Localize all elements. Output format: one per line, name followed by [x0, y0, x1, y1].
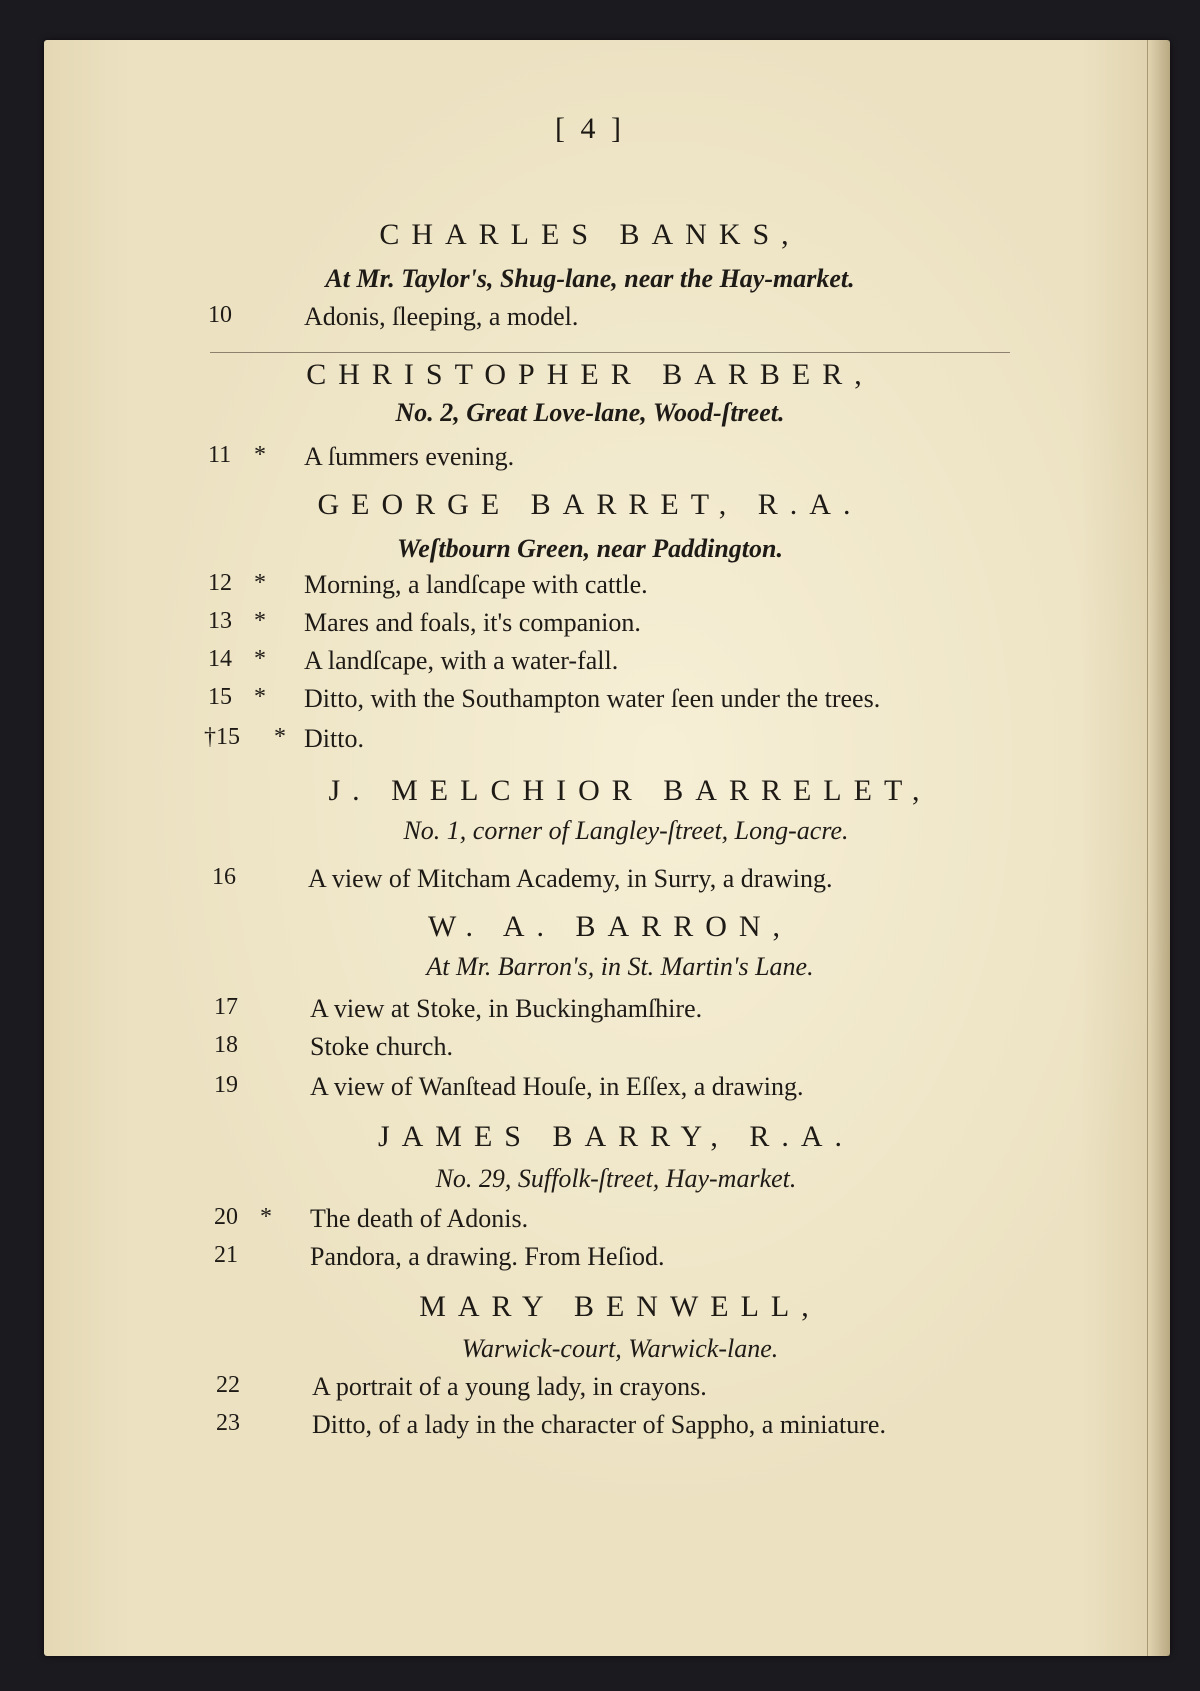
- catalogue-mark: *: [254, 442, 266, 468]
- catalogue-number: 15: [208, 684, 232, 710]
- work-title: Adonis, ſleeping, a model.: [304, 302, 579, 331]
- work-title: A view of Wanſtead Houſe, in Eſſex, a drawing.: [310, 1072, 804, 1101]
- page-number: [ 4 ]: [555, 112, 625, 145]
- work-title: The death of Adonis.: [310, 1204, 529, 1233]
- section-divider: [210, 352, 1010, 353]
- work-title: A view of Mitcham Academy, in Surry, a drawing.: [308, 864, 833, 893]
- artist-address: No. 29, Suffolk-ſtreet, Hay-market.: [435, 1164, 797, 1193]
- catalogue-number: 12: [208, 570, 232, 596]
- catalogue-number: 16: [212, 864, 236, 890]
- catalogue-number: 10: [208, 302, 232, 328]
- catalogue-number: 17: [214, 994, 238, 1020]
- work-title: A ſummers evening.: [304, 442, 515, 471]
- work-title: A portrait of a young lady, in crayons.: [312, 1372, 707, 1401]
- catalogue-number: 13: [208, 608, 232, 634]
- artist-name: J. MELCHIOR BARRELET,: [328, 774, 932, 807]
- catalogue-number: 19: [214, 1072, 238, 1098]
- artist-name: GEORGE BARRET, R.A.: [317, 488, 863, 521]
- artist-address: Weſtbourn Green, near Paddington.: [397, 534, 783, 563]
- catalogue-mark: *: [274, 724, 286, 750]
- artist-address: No. 1, corner of Langley-ſtreet, Long-acre.: [403, 816, 849, 845]
- work-title: Ditto.: [304, 724, 364, 753]
- artist-name: W. A. BARRON,: [427, 910, 793, 943]
- artist-address: Warwick-court, Warwick-lane.: [461, 1334, 779, 1363]
- artist-name: JAMES BARRY, R.A.: [377, 1120, 855, 1153]
- catalogue-mark: *: [254, 608, 266, 634]
- artist-address: At Mr. Barron's, in St. Martin's Lane.: [426, 952, 814, 981]
- catalogue-mark: *: [254, 646, 266, 672]
- catalogue-mark: *: [254, 570, 266, 596]
- work-title: Ditto, with the Southampton water ſeen under the trees.: [304, 684, 881, 713]
- work-title: Ditto, of a lady in the character of Sappho, a miniature.: [312, 1410, 886, 1439]
- catalogue-mark: *: [254, 684, 266, 710]
- catalogue-number: 23: [216, 1410, 240, 1436]
- artist-address: At Mr. Taylor's, Shug-lane, near the Hay-market.: [325, 264, 855, 293]
- artist-name: CHARLES BANKS,: [379, 218, 801, 251]
- catalogue-number: 14: [208, 646, 232, 672]
- artist-address: No. 2, Great Love-lane, Wood-ſtreet.: [395, 398, 785, 427]
- artist-name: MARY BENWELL,: [419, 1290, 821, 1323]
- work-title: Mares and foals, it's companion.: [304, 608, 641, 637]
- catalogue-number: 21: [214, 1242, 238, 1268]
- catalogue-number: 11: [208, 442, 232, 468]
- work-title: A landſcape, with a water-fall.: [304, 646, 619, 675]
- work-title: Morning, a landſcape with cattle.: [304, 570, 648, 599]
- artist-name: CHRISTOPHER BARBER,: [306, 358, 874, 391]
- catalogue-number: 20: [214, 1204, 238, 1230]
- catalogue-mark: *: [260, 1204, 272, 1230]
- catalogue-number: †15: [204, 724, 240, 750]
- work-title: Pandora, a drawing. From Heſiod.: [310, 1242, 665, 1271]
- catalogue-number: 18: [214, 1032, 238, 1058]
- work-title: Stoke church.: [310, 1032, 453, 1061]
- work-title: A view at Stoke, in Buckinghamſhire.: [310, 994, 703, 1023]
- catalogue-number: 22: [216, 1372, 240, 1398]
